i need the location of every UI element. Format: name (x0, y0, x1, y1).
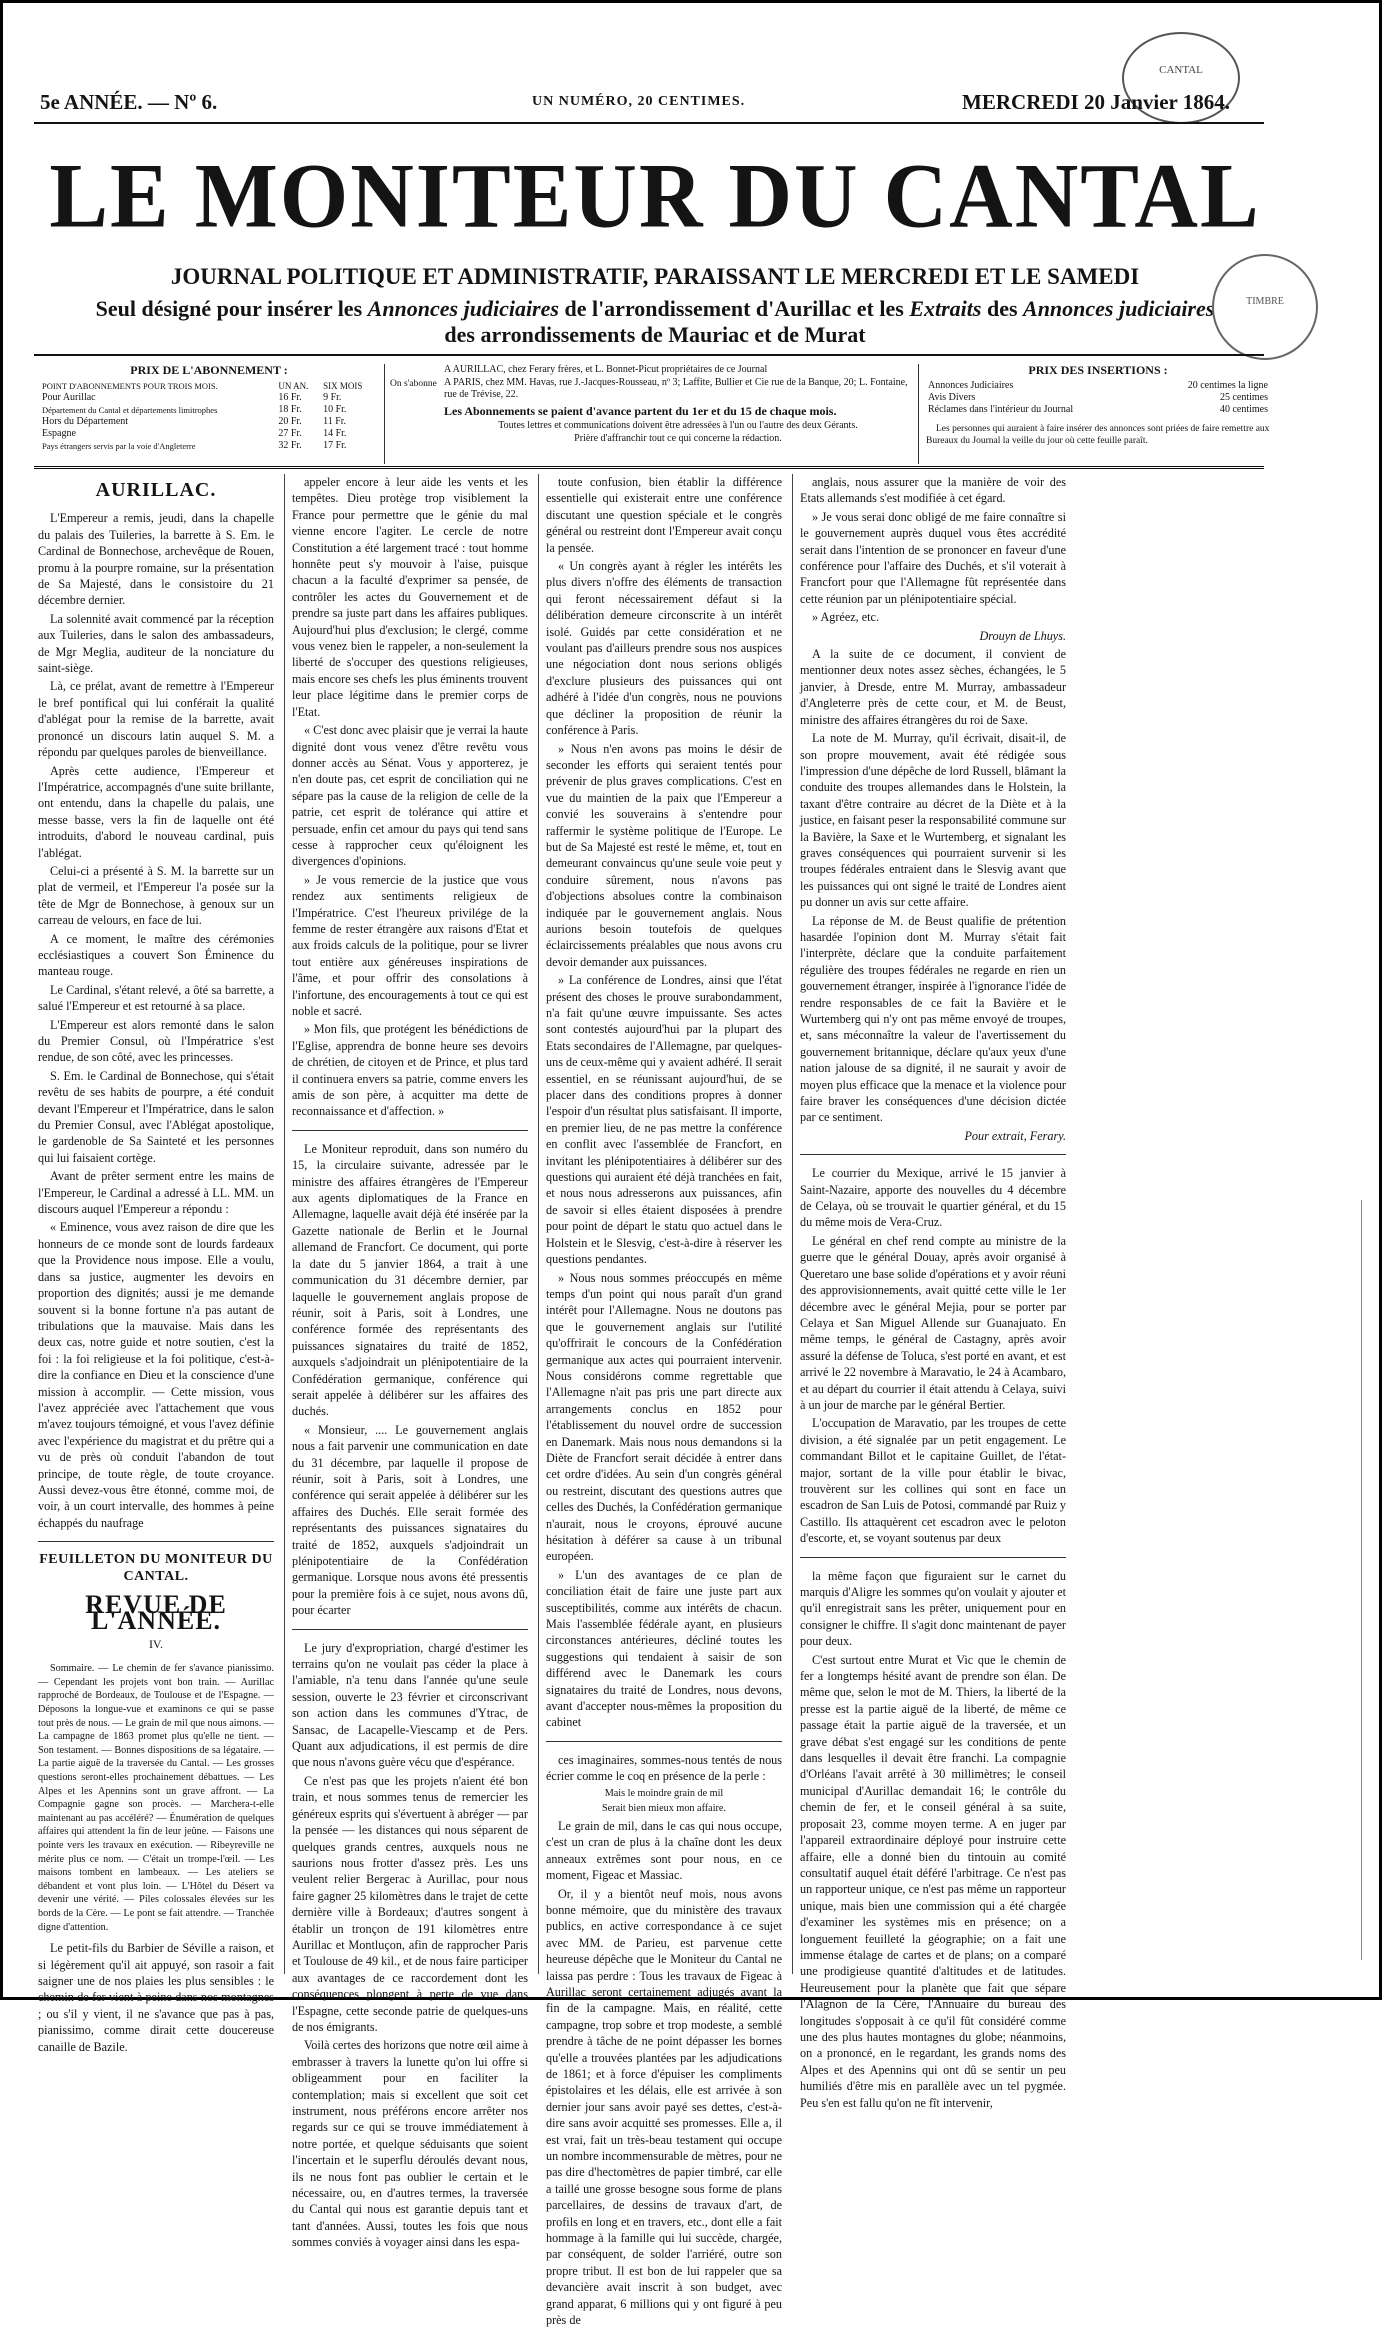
subscription-year: 16 Fr. (276, 392, 321, 404)
article-paragraph: » Je vous serai donc obligé de me faire connaître si le gouvernement auprès duquel vous êtes accrédité serait dans l'intention de se prononcer en faveur d'une conférence pour l'affaire des Duchés, et s'il voterait à Francfort pour que l'Allemagne fût représentée dans cette réunion par un plénipotentiaire spécial. (800, 509, 1066, 607)
column-4 (800, 474, 1066, 1974)
section-divider (292, 1629, 528, 1630)
insertion-price: 25 centimes (1146, 392, 1270, 404)
article-paragraph: L'Empereur a remis, jeudi, dans la chapelle du palais des Tuileries, la barrette à S. Em. le Cardinal de Bonnechose, archevêque de Rouen, promu à la pourpre romaine, sur la présentation de Sa Majesté, dans le consistoire du 21 décembre dernier. (38, 510, 274, 608)
article-paragraph: A la suite de ce document, il convient de mentionner deux notes assez sèches, échangées, le 5 janvier, à Dresde, entre M. Murray, ambassadeur d'Angleterre près de cette cour, et M. de Beust, ministre des affaires étrangères du roi de Saxe. (800, 646, 1066, 728)
signature: Drouyn de Lhuys. (800, 628, 1066, 644)
right-page-edge (1361, 1200, 1376, 1960)
article-paragraph: Là, ce prélat, avant de remettre à l'Empereur le bref pontifical qui lui conférait la qualité d'ablégat pour la remise de la barrette, avait prononcé un discours latin auquel S. M. a répondu par quelques paroles de bienveillance. (38, 678, 274, 760)
issue-number: 5e ANNÉE. — Nº 6. (40, 90, 217, 115)
article-paragraph: Voilà certes des horizons que notre œil aime à embrasser à travers la lunette qu'on lui offre si obligeamment pour en faciliter la contemplation; mais si excellent que soit cet instrument, nous préférons encore arrêter nos regards sur ce qui se trouve immédiatement à notre portée, et quelque séduisants que soient l'incertain et le superflu déroulés devant nous, ils ne nous font pas oublier le certain et le nécessaire, ou, en d'autres termes, la traversée du Cantal qui nous est garantie depuis tant et tant d'années. Aussi, toutes les fois que nous sommes conviés à voyager ainsi dans les espa- (292, 2037, 528, 2250)
article-paragraph: Or, il y a bientôt neuf mois, nous avons bonne mémoire, que du ministère des travaux publics, en active correspondance à ce sujet avec MM. de Parieu, est parvenue cette heureuse dépêche que le Moniteur du Cantal ne laissa pas perdre : Tous les travaux de Figeac à Aurillac seront certainement adjugés avant la fin de la campagne. Mais, en réalité, cette campagne, trop sobre et trop modeste, a semblé prendre à tâche de ne point dépasser les bornes qu'elle a trouvées plantées par les adjudications de 1861; et à force d'épuiser les compliments épistolaires et les délais, elle est arrivée à son dernier jour sans avoir payé ses dettes, c'est-à-dire sans avoir acquitté ses promesses. Elle a, il est vrai, fait un très-beau testament qui occupe un nombre incommensurable de mètres, pour ne pas dire d'hectomètres de papier timbré, car elle a taillé une grosse besogne sous forme de plans parcellaires, de dessins de travaux d'art, de profils en long et en travers, etc., dont elle a fait hommage à la famille qui lui succède, chargée, par conséquent, de solder l'arriéré, outre son propre tribut. Il est bon de lui rappeler que sa devancière avait inscrit à son budget, avec grand apparat, 6 millions qui y ont figuré à peu près de (546, 1886, 782, 2328)
masthead-subtitle: JOURNAL POLITIQUE ET ADMINISTRATIF, PARAISSANT LE MERCREDI ET LE SAMEDI (40, 264, 1270, 290)
section-heading: AURILLAC. (38, 482, 274, 498)
subscription-head: SIX MOIS (321, 380, 378, 392)
article-paragraph: » L'un des avantages de ce plan de conciliation était de faire une juste part aux susceptibilités, comme aux intérêts de chacun. Mais l'assemblée fédérale ayant, en plusieurs circonstances antérieures, décliné toutes les suggestions qui tendaient à saisir de son différend avec le Danemark les cours signataires du traité de Londres, nous devons, avant d'accepter nous-mêmes la proposition du cabinet (546, 1567, 782, 1731)
correspondence-note: Toutes lettres et communications doivent être adressées à l'un ou l'autre des deux Gérants. (444, 420, 912, 433)
article-paragraph: Après cette audience, l'Empereur et l'Impératrice, accompagnés d'une suite brillante, ont entendu, dans la chapelle du palais, une messe basse, vers la fin de laquelle ont été introduits, d'abord le nouveau cardinal, puis l'ablégat. (38, 763, 274, 861)
subscription-half: 11 Fr. (321, 416, 378, 428)
article-paragraph: Le courrier du Mexique, arrivé le 15 janvier à Saint-Nazaire, apporte des nouvelles du 4 décembre de Celaya, où se trouvait le quartier général, et du 15 du même mois de Vera-Cruz. (800, 1165, 1066, 1231)
section-divider (800, 1557, 1066, 1558)
address-line: A PARIS, chez MM. Havas, rue J.-Jacques-Rousseau, nº 3; Laffite, Bullier et Cie rue de la Banque, 20; L. Fontaine, rue de Trévise, 22. (444, 377, 912, 402)
column-2 (292, 474, 528, 1974)
insertion-label: Réclames dans l'intérieur du Journal (926, 404, 1146, 416)
article-paragraph: La note de M. Murray, qu'il écrivait, disait-il, de son propre mouvement, avait été rédigée sous l'impression d'une dépêche de lord Russell, blâmant la conduite des troupes allemandes dans le Holstein, la taxant d'être contraire au décret de la Diète et à la justice, en faisant peser la responsabilité commune sur la Bavière, la Saxe et le Wurtemberg, et signalant les graves conséquences qui pourraient survenir si les troupes fédérales entraient dans le Slesvig avant que les puissances qui ont signé le traité de Londres aient pu donner un avis sur cette affaire. (800, 730, 1066, 910)
on-abonne-label: On s'abonne (390, 364, 442, 478)
article-paragraph: anglais, nous assurer que la manière de voir des Etats allemands s'est modifiée à cet égard. (800, 474, 1066, 507)
article-paragraph: » Nous nous sommes préoccupés en même temps d'un point qui nous paraît d'un grand intérêt pour l'Allemagne. Nous ne doutons pas que le gouvernement anglais sur l'utilité qu'offrirait le concours de la Confédération germanique aux actes qui pourraient intervenir. Nous considérons comme regrettable que l'Allemagne n'ait pas pris une part directe aux arrangements conclus en 1852 pour l'établissement du nouvel ordre de succession en Danemark. Mais nous nous demandons si la Diète de Francfort serait décidée à entrer dans cet ordre d'idées. Au sein d'un congrès général ou restreint, discutant des questions autres que celles des Duchés, la Confédération germanique n'aurait, nous le croyons, éprouvé aucune hésitation à déférer sa cause à un tribunal européen. (546, 1270, 782, 1565)
article-paragraph: » Agréez, etc. (800, 609, 1066, 625)
article-paragraph: L'Empereur est alors remonté dans le salon du Premier Consul, où l'Impératrice s'est rendue, de son côté, avec les princesses. (38, 1017, 274, 1066)
designation-text: des (981, 296, 1023, 321)
article-paragraph: S. Em. le Cardinal de Bonnechose, qui s'était revêtu de ses habits de pourpre, a été conduit devant l'Empereur et l'Impératrice, dans le salon du Premier Consul, avec l'Ablégat apostolique, le gardenoble de Sa Sainteté et les personnes qui lui faisaient cortège. (38, 1068, 274, 1166)
article-paragraph: ces imaginaires, sommes-nous tentés de nous écrier comme le coq en présence de la perle : (546, 1752, 782, 1785)
subscription-label: Département du Cantal et départements limitrophes (40, 404, 276, 416)
section-divider (292, 1130, 528, 1131)
insertion-price: 20 centimes la ligne (1146, 380, 1270, 392)
section-divider (38, 1541, 274, 1542)
info-top-rule (34, 354, 1264, 356)
info-separator (384, 364, 385, 464)
designation-text: Annonces judiciaires (368, 296, 559, 321)
header-line (40, 90, 1230, 118)
verse-line: Serait bien mieux mon affaire. (546, 1802, 782, 1816)
article-paragraph: Celui-ci a présenté à S. M. la barrette sur un plat de vermeil, et l'Empereur l'a posée sur la tête de Mgr de Bonnechose, à genoux sur un carreau de velours, en face de lui. (38, 863, 274, 929)
article-paragraph: Le général en chef rend compte au ministre de la guerre que le général Douay, après avoir organisé à Queretaro une base solide d'opérations et y avoir réuni des approvisionnements, avait quitté cette ville le 1er décembre avec le général Mejia, pour se porter par Celaya et San Miguel Allende sur Guanajuato. En même temps, le général de Castagny, après avoir assuré la défense de Toluca, s'est porté en avant, et est arrivé le 22 novembre à Maravatio, le 24 à Acambaro, et au départ du courrier il était attendu à Celaya, suivi à un jour de marche par le général Bertier. (800, 1233, 1066, 1413)
verse-line: Mais le moindre grain de mil (546, 1787, 782, 1801)
article-paragraph: Le petit-fils du Barbier de Séville a raison, et si légèrement qu'il ait appuyé, son rasoir a fait saigner une de nos plaies les plus sensibles : le chemin de fer vient à peine dans nos montagnes ; ou s'il y vient, il ne s'avance que pas à pas, pianissimo, comme dirait cette doucereuse canaille de Bazile. (38, 1940, 274, 2055)
insertion-title: PRIX DES INSERTIONS : (926, 364, 1270, 377)
designation-text: Annonces judiciaires (1023, 296, 1214, 321)
subscription-label: Espagne (40, 428, 276, 440)
subscription-half: 17 Fr. (321, 440, 378, 452)
column-separator (792, 474, 793, 1974)
column-3 (546, 474, 782, 1974)
subscription-year: 20 Fr. (276, 416, 321, 428)
insertion-note: Les personnes qui auraient à faire insérer des annonces sont priées de faire remettre aux Bureaux du Journal la veille du jour où cette feuille paraît. (926, 424, 1270, 447)
postage-note: Prière d'affranchir tout ce qui concerne la rédaction. (444, 433, 912, 446)
stamp2-text: TIMBRE (1246, 296, 1284, 307)
issue-date: MERCREDI 20 Janvier 1864. (962, 90, 1230, 115)
newspaper-page (34, 14, 1324, 1984)
subscription-year: 27 Fr. (276, 428, 321, 440)
article-paragraph: Le grain de mil, dans le cas qui nous occupe, c'est un cran de plus à la chaîne dont les deux anneaux extrêmes sont pour nous, en ce moment, Figeac et Massiac. (546, 1818, 782, 1884)
masthead-title: LE MONITEUR DU CANTAL (40, 135, 1270, 261)
payment-terms: Les Abonnements se paient d'avance partent du 1er et du 15 de chaque mois. (444, 405, 912, 418)
article-paragraph: » Nous n'en avons pas moins le désir de seconder les efforts qui seraient tentés pour prévenir de plus graves complications. C'est en vue du maintien de la paix que l'Empereur a convié les souverains à s'entendre pour raffermir le système politique de l'Europe. Le but de Sa Majesté est resté le même, et, tout en demeurant convaincus qu'une seule voie peut y conduire sûrement, nous n'avons pas d'objections absolues contre la combinaison indiquée par le gouvernement anglais. Nous aurions besoin toutefois de quelques éclaircissements préalables que nous avons cru devoir demander aux puissances. (546, 741, 782, 971)
article-paragraph: « Un congrès ayant à régler les intérêts les plus divers n'offre des éléments de transaction qui feront nécessairement défaut si la délibération demeure circonscrite à un intérêt isolé. Guidés par cette considération et ne voulant pas d'ailleurs prendre sous nos auspices une négociation dont nous serions obligés d'exclure plusieurs des puissances qui ont adhéré à l'idée d'un congrès, nous ne pouvions que décliner la proposition de réunir la conférence à Paris. (546, 558, 782, 738)
insertion-prices (926, 364, 1270, 464)
article-paragraph: appeler encore à leur aide les vents et les tempêtes. Dieu protège trop visiblement la France pour permettre que le génie du mal vienne encore l'agiter. Le cercle de notre Constitution a été largement tracé : tout homme honnête peut s'y mouvoir à l'aise, puisque chacun a la faculté d'exprimer sa pensée, de contrôler les actes du Gouvernement et de prendre sa juste part dans les affaires publiques. Aujourd'hui plus d'exclusion; le clergé, comme vous venez bien le rappeler, a non-seulement la liberté de s'occuper des questions religieuses, mais encore ses chefs les plus éminents trouvent leur place légitime dans le premier corps de l'Etat. (292, 474, 528, 720)
info-bar (40, 364, 1270, 464)
article-paragraph: La solennité avait commencé par la réception aux Tuileries, dans le salon des ambassadeurs, de Mgr Meglia, auditeur de la nonciature du saint-siège. (38, 611, 274, 677)
insertion-price: 40 centimes (1146, 404, 1270, 416)
subscription-label: Pays étrangers servis par la voie d'Angleterre (40, 440, 276, 452)
article-paragraph: C'est surtout entre Murat et Vic que le chemin de fer a longtemps hésité avant de prendre son élan. De même que, selon le mot de M. Thiers, la liberté de la presse est la partie aiguë de la liberté, de même ce passage était la partie aiguë de la traversée, et un grave débat s'est engagé sur les conditions de pente dans lesquelles il devait être franchi. La compagnie d'Orléans l'avait arrêté à 30 millimètres; le conseil municipal d'Aurillac demandait 16; le contrôle du chemin de fer, et le conseil général à sa suite, proposait 23, comme moyen terme. A en juger par l'appareil extraordinaire déployé pour instruire cette affaire, elle a donné bien du tintouin au comité consultatif auquel était déféré l'arbitrage. Ce n'est pas un rapporteur unique, ce n'est pas même un rapporteur unique, mais bien une commission qui a été chargée d'examiner les systèmes mis en présence; on a longuement feuilleté la géographie; on a fait une immense étalage de cartes et de plans; on a comparé une prodigieuse quantité d'altitudes et de latitudes. Heureusement pour la planète que fait que sépare l'Alagnon de la Cère, l'Annuaire du bureau des longitudes s'opposait à ce qu'il fût considéré comme une des plus hautes montagnes du globe; néanmoins, on a prononcé, en le regardant, les grands noms des Alpes et des Apennins qui ont dû se sentir un peu humiliés d'être mis en parallèle avec un tel pygmée. Peu s'en est fallu qu'on ne fît intervenir, (800, 1652, 1066, 2111)
article-paragraph: » Mon fils, que protégent les bénédictions de l'Eglise, apprendra de bonne heure ses devoirs de chrétien, de citoyen et de Prince, et plus tard il continuera envers sa patrie, comme envers les amis de son père, à acquitter ma dette de reconnaissance et d'affection. » (292, 1021, 528, 1119)
revue-heading: REVUE DE L'ANNÉE. (38, 1597, 274, 1630)
columns-top-rule (34, 466, 1264, 469)
article-paragraph: Le Cardinal, s'étant relevé, a ôté sa barrette, a salué l'Empereur et est retourné à sa place. (38, 982, 274, 1015)
chapter-number: IV. (38, 1636, 274, 1652)
insertion-label: Annonces Judiciaires (926, 380, 1146, 392)
article-paragraph: » Je vous remercie de la justice que vous rendez aux sentiments religieux de l'Impératrice. C'est l'heureux privilége de la femme de rester étrangère aux raisons d'Etat et aux froids calculs de la politique, pour se livrer tout entière aux généreuses inspirations de l'âme, et pour offrir des consolations à l'infortune, des encouragements à tout ce qui est noble et sacré. (292, 872, 528, 1020)
article-paragraph: » La conférence de Londres, ainsi que l'état présent des choses le prouve surabondamment, n'a fait qu'une œuvre impuissante. Ses actes sont contestés aujourd'hui par la plupart des Etats secondaires de l'Allemagne, par quelques-uns de ceux-même qui y avaient adhéré. Il serait essentiel, en se réunissant aujourd'hui, de se placer dans des conditions propres à donner l'espoir d'un résultat plus satisfaisant. Il importe, en premier lieu, de ne pas mettre la conférence en conflit avec l'assemblée de Francfort, en invitant les plénipotentiaires à délibérer sur des questions qui auraient été déjà tranchées en fait, et nous nous adresserons aux puissances, afin de savoir si elles étaient disposées à prendre pour point de départ le statu quo actuel dans le Holstein et le Slesvig, c'est-à-dire à réserver les questions pendantes. (546, 972, 782, 1267)
column-separator (538, 474, 539, 1974)
subscription-addresses (444, 364, 912, 464)
column-separator (284, 474, 285, 1974)
subscription-half: 9 Fr. (321, 392, 378, 404)
section-divider (546, 1741, 782, 1742)
article-paragraph: La réponse de M. de Beust qualifie de prétention hasardée l'opinion dont M. Murray s'était fait l'interprète, déclare que la conduite parfaitement régulière des troupes fédérales ne regarde en rien un gouvernement étranger, inspirée à l'ignorance l'idée de rendre responsables de ce fait la Bavière et le Wurtemberg qui n'y ont pas même envoyé de troupes, et, sans méconnaître la valeur de l'avertissement du gouvernement britannique, déclare qu'aux yeux d'une nation jalouse de sa dignité, il ne saurait y avoir de moyen plus efficace que la menace et la violence pour faire braver les conséquences d'une décision dictée par ce sentiment. (800, 913, 1066, 1126)
article-paragraph: Ce n'est pas que les projets n'aient été bon train, et nous sommes tenus de remercier les généreux esprits qui s'évertuent à abréger — par la pensée — les distances qui nous séparent de quelques grands centres, auxquels nous ne saurions nous frotter d'assez près. Les uns veulent relier Bergerac à Aurillac, pour nous faire gagner 25 kilomètres dans le trajet de cette dernière ville à Bordeaux; d'autres songent à établir un tronçon de 191 kilomètres entre Aurillac et Montluçon, afin de rapprocher Paris et Toulouse de 49 kil., et de nous faire participer aux avantages de ce raccordement dont les conséquences plongent à perte de vue dans l'Espagne, cette seconde patrie de quelques-uns de nos émigrants. (292, 1773, 528, 2036)
article-paragraph: Le Moniteur reproduit, dans son numéro du 15, la circulaire suivante, adressée par le ministre des affaires étrangères de l'Empereur aux agents diplomatiques de la France en Allemagne, laquelle avait déjà été insérée par la Gazette nationale de Berlin et le Journal allemand de Francfort. Ce document, qui porte la date du 5 janvier 1864, a trait à une communication du 31 décembre dernier, par laquelle le gouvernement anglais propose de réunir, soit à Paris, soit à Londres, une conférence formée des représentants des puissances signataires du traité de 1852, auxquels s'adjoindrait un plénipotentiaire de la Confédération germanique, conférence qui serait appelée à délibérer sur les affaires des duchés. (292, 1141, 528, 1420)
article-paragraph: « Eminence, vous avez raison de dire que les honneurs de ce monde sont de lourds fardeaux que la Providence nous impose. Elle a voulu, dans sa justice, augmenter les devoirs en proportion des dignités; aussi je me demande souvent si la bonne fortune n'a pas autant de tribulations que la mauvaise. Mais dans les deux cas, notre guide et notre soutien, c'est la foi : la foi religieuse et la foi politique, c'est-à-dire la confiance en Dieu et la conscience d'une mission à accomplir. — Cette mission, vous l'avez appréciée avec l'attachement que vous m'avez toujours témoigné, et vous l'avez définie avec l'expérience du magistrat et du prêtre qui a vu de près où conduit l'abandon de tout principe, de toute règle, de toute croyance. Aussi devez-vous être étonné, comme moi, de voir, à un court intervalle, des hommes à peine échappés du naufrage (38, 1219, 274, 1531)
insertion-table (926, 380, 1270, 416)
stamp-text: CANTAL (1159, 64, 1203, 76)
designation-text: Seul désigné pour insérer les (96, 296, 368, 321)
subscription-label: Pour Aurillac (40, 392, 276, 404)
subscription-title: PRIX DE L'ABONNEMENT : (40, 364, 378, 377)
legal-designation (40, 296, 1270, 348)
summary-paragraph: Sommaire. — Le chemin de fer s'avance pianissimo. — Cependant les projets vont bon train. — Aurillac rapproché de Bordeaux, de Toulouse et de l'Espagne. — Déposons la longue-vue et examinons ce qui se passe tout près de nous. — Le grain de mil que nous aimons. — La campagne de 1863 promet plus qu'elle ne tient. — Son testament. — Bonnes dispositions de sa légataire. — La partie aiguë de la traversée du Cantal. — Les grosses questions seront-elles prochainement débattues. — Les Alpes et les Apennins sont un grave affront. — La Compagnie gagne son procès. — Marchera-t-elle maintenant au pas accéléré? — Énumération de quelques affaires qui attendent la fin de leur jeûne. — Faisons une pointe vers les travaux en exécution. — Ribeyreville ne mérite plus ce nom. — C'était un trompe-l'œil. — Les maisons tombent en lambeaux. — Les ateliers se débandent et vont plus loin. — L'Hôtel du Désert va devenir une vérité. — Piles colossales élevées sur les bords de la Cère. — Le pont se fait attendre. — Tranchée digne d'attention. (38, 1662, 274, 1934)
insertion-label: Avis Divers (926, 392, 1146, 404)
subscription-table (40, 380, 378, 452)
column-1 (38, 474, 274, 1974)
subscription-half: 10 Fr. (321, 404, 378, 416)
designation-text: de l'arrondissement d'Aurillac et les (559, 296, 909, 321)
article-paragraph: la même façon que figuraient sur le carnet du marquis d'Aligre les sommes qu'on voulait y ajouter et qu'il enregistrait sans les prêter, uniquement pour en consigner le chiffre. Il s'agit donc maintenant de payer pour deux. (800, 1568, 1066, 1650)
info-separator (918, 364, 919, 464)
article-paragraph: Avant de prêter serment entre les mains de l'Empereur, le Cardinal a adressé à LL. MM. un discours auquel l'Empereur a répondu : (38, 1168, 274, 1217)
designation-text: Extraits (909, 296, 981, 321)
header-rule (34, 122, 1264, 124)
feuilleton-heading: FEUILLETON DU MONITEUR DU CANTAL. (38, 1552, 274, 1585)
subscription-label: Hors du Département (40, 416, 276, 428)
adjacent-page-edge (4, 150, 30, 1950)
subscription-head: UN AN. (276, 380, 321, 392)
article-paragraph: « C'est donc avec plaisir que je verrai la haute dignité dont vous venez d'être revêtu vous donner accès au Sénat. Vous y apporterez, je n'en doute pas, cet esprit de conciliation qui ne sépare pas la cause de la religion de celle de la patrie, cet esprit de tolérance qui attire et persuade, enfin cet amour du pays qui tend sans cesse à rapprocher ceux qu'éloignent les divergences d'opinions. (292, 722, 528, 870)
article-paragraph: Le jury d'expropriation, chargé d'estimer les terrains qu'on ne voulait pas céder la place à l'amiable, n'a tenu dans l'année qu'une seule session, ouverte le 23 février et circonscrivant son action dans les communes d'Ytrac, de Sansac, de Lacapelle-Viescamp et de Pers. Quant aux adjudications, il est permis de dire que nous n'avons guère vécu que d'espérance. (292, 1640, 528, 1771)
subscription-head: POINT D'ABONNEMENTS POUR TROIS MOIS. (40, 380, 276, 392)
subscription-year: 18 Fr. (276, 404, 321, 416)
article-paragraph: toute confusion, bien établir la différence essentielle qui existerait entre une conférence discutant une question spéciale et le congrès général ou restreint dont l'Empereur avait conçu la pensée. (546, 474, 782, 556)
subscription-half: 14 Fr. (321, 428, 378, 440)
subscription-prices (40, 364, 378, 464)
designation-text: des arrondissements de Mauriac et de Murat (444, 322, 865, 347)
address-line: A AURILLAC, chez Ferary frères, et L. Bonnet-Picut propriétaires de ce Journal (444, 364, 912, 377)
extract-signature: Pour extrait, Ferary. (800, 1128, 1066, 1144)
section-divider (800, 1154, 1066, 1155)
article-paragraph: A ce moment, le maître des cérémonies ecclésiastiques a couvert Son Éminence du manteau rouge. (38, 931, 274, 980)
article-paragraph: L'occupation de Maravatio, par les troupes de cette division, a été signalée par un petit engagement. Le commandant Billot et le capitaine Guillet, de l'état-major, sortant de la ville pour établir le bivac, trouvèrent sur les collines qui sont en face un escadron de San Luis de Potosi, commandé par Ruiz y Castillo. Ils attaquèrent cet escadron avec le peloton d'escorte, et, se voyant soutenus par deux (800, 1415, 1066, 1546)
fiscal-stamp (1212, 254, 1318, 360)
issue-price: UN NUMÉRO, 20 CENTIMES. (532, 94, 745, 110)
subscription-year: 32 Fr. (276, 440, 321, 452)
article-paragraph: « Monsieur, .... Le gouvernement anglais nous a fait parvenir une communication en date du 31 décembre, par laquelle il propose de réunir, soit à Paris, soit à Londres, une conférence qui serait appelée à délibérer sur les affaires des Duchés. Elle serait formée des représentants des puissances signataires du traité de 1852, auxquels s'adjoindrait un plénipotentiaire de la Confédération germanique. Lorsque nous avons été pressentis pour la première fois à ce sujet, nous avons dû, pour écarter (292, 1422, 528, 1619)
